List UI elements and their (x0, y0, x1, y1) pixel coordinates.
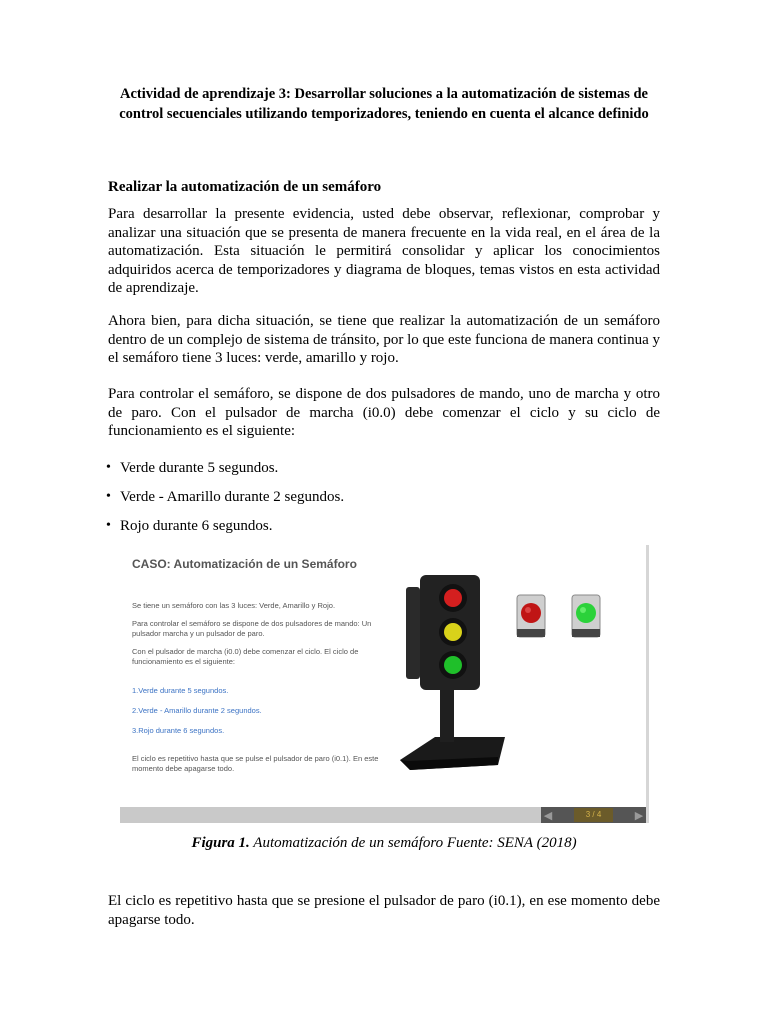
figure-line: Se tiene un semáforo con las 3 luces: Verde, Amarillo y Rojo. (132, 601, 336, 610)
figure-line: 3.Rojo durante 6 segundos. (132, 726, 225, 735)
previous-arrow-icon[interactable]: ◀ (543, 809, 553, 822)
list-item-text: Verde - Amarillo durante 2 segundos. (120, 489, 345, 505)
traffic-light-icon (390, 565, 510, 775)
figure-line: Con el pulsador de marcha (i0.0) debe comenzar el ciclo. El ciclo de funcionamiento es el siguiente: (132, 647, 359, 666)
bullet-icon: • (106, 518, 111, 533)
figure-line: El ciclo es repetitivo hasta que se pulse el pulsador de paro (i0.1). En este momento debe apagarse todo. (132, 754, 379, 773)
figure-line: 2.Verde - Amarillo durante 2 segundos. (132, 706, 262, 715)
bullet-icon: • (106, 489, 111, 504)
cycle-list (106, 458, 658, 545)
stop-button-icon (515, 593, 547, 639)
bullet-icon: • (106, 460, 111, 475)
yellow-light-icon (444, 623, 462, 641)
caption-label: Figura 1. (191, 835, 250, 851)
list-item (106, 516, 658, 545)
figure-traffic-light (120, 545, 649, 823)
list-item (106, 487, 658, 516)
figure-pager (541, 807, 646, 823)
figure-line: 1.Verde durante 5 segundos. (132, 686, 229, 695)
green-light-icon (444, 656, 462, 674)
list-item-text: Verde durante 5 segundos. (120, 460, 279, 476)
start-button-icon (570, 593, 602, 639)
page-indicator: 3 / 4 (574, 808, 614, 822)
paragraph-situation: Ahora bien, para dicha situación, se tiene que realizar la automatización de un semáforo dentro de un complejo de sistema de tránsito, por lo que este funciona de manera continua y el semáforo tiene 3 luces: verde, amarillo y rojo. (108, 313, 660, 366)
red-light-icon (444, 589, 462, 607)
paragraph-stop: El ciclo es repetitivo hasta que se presione el pulsador de paro (i0.1), en ese momento debe apagarse todo. (108, 893, 660, 928)
paragraph-intro: Para desarrollar la presente evidencia, usted debe observar, reflexionar, comprobar y analizar una situación que se presenta de manera frecuente en la vida real, en el área de la automatización. Esta situación le permitirá consolidar y aplicar los conocimientos adquiridos acerca de temporizadores y diagrama de bloques, temas vistos en esta actividad de aprendizaje. (108, 206, 660, 296)
list-item-text: Rojo durante 6 segundos. (120, 518, 273, 534)
figure-caption (108, 835, 660, 852)
list-item (106, 458, 658, 487)
caption-text: Automatización de un semáforo Fuente: SENA (2018) (249, 835, 577, 851)
next-arrow-icon[interactable]: ▶ (634, 809, 644, 822)
document-title: Actividad de aprendizaje 3: Desarrollar soluciones a la automatización de sistemas de control secuenciales utilizando temporizadores, teniendo en cuenta el alcance definido (119, 86, 649, 122)
figure-title: CASO: Automatización de un Semáforo (132, 557, 357, 571)
paragraph-control: Para controlar el semáforo, se dispone de dos pulsadores de mando, uno de marcha y otro de paro. Con el pulsador de marcha (i0.0) debe comenzar el ciclo y su ciclo de funcionamiento es el siguiente: (108, 386, 660, 439)
figure-line: Para controlar el semáforo se dispone de dos pulsadores de mando: Un pulsador marcha y un pulsador de paro. (132, 619, 372, 638)
section-heading: Realizar la automatización de un semáforo (108, 179, 382, 195)
